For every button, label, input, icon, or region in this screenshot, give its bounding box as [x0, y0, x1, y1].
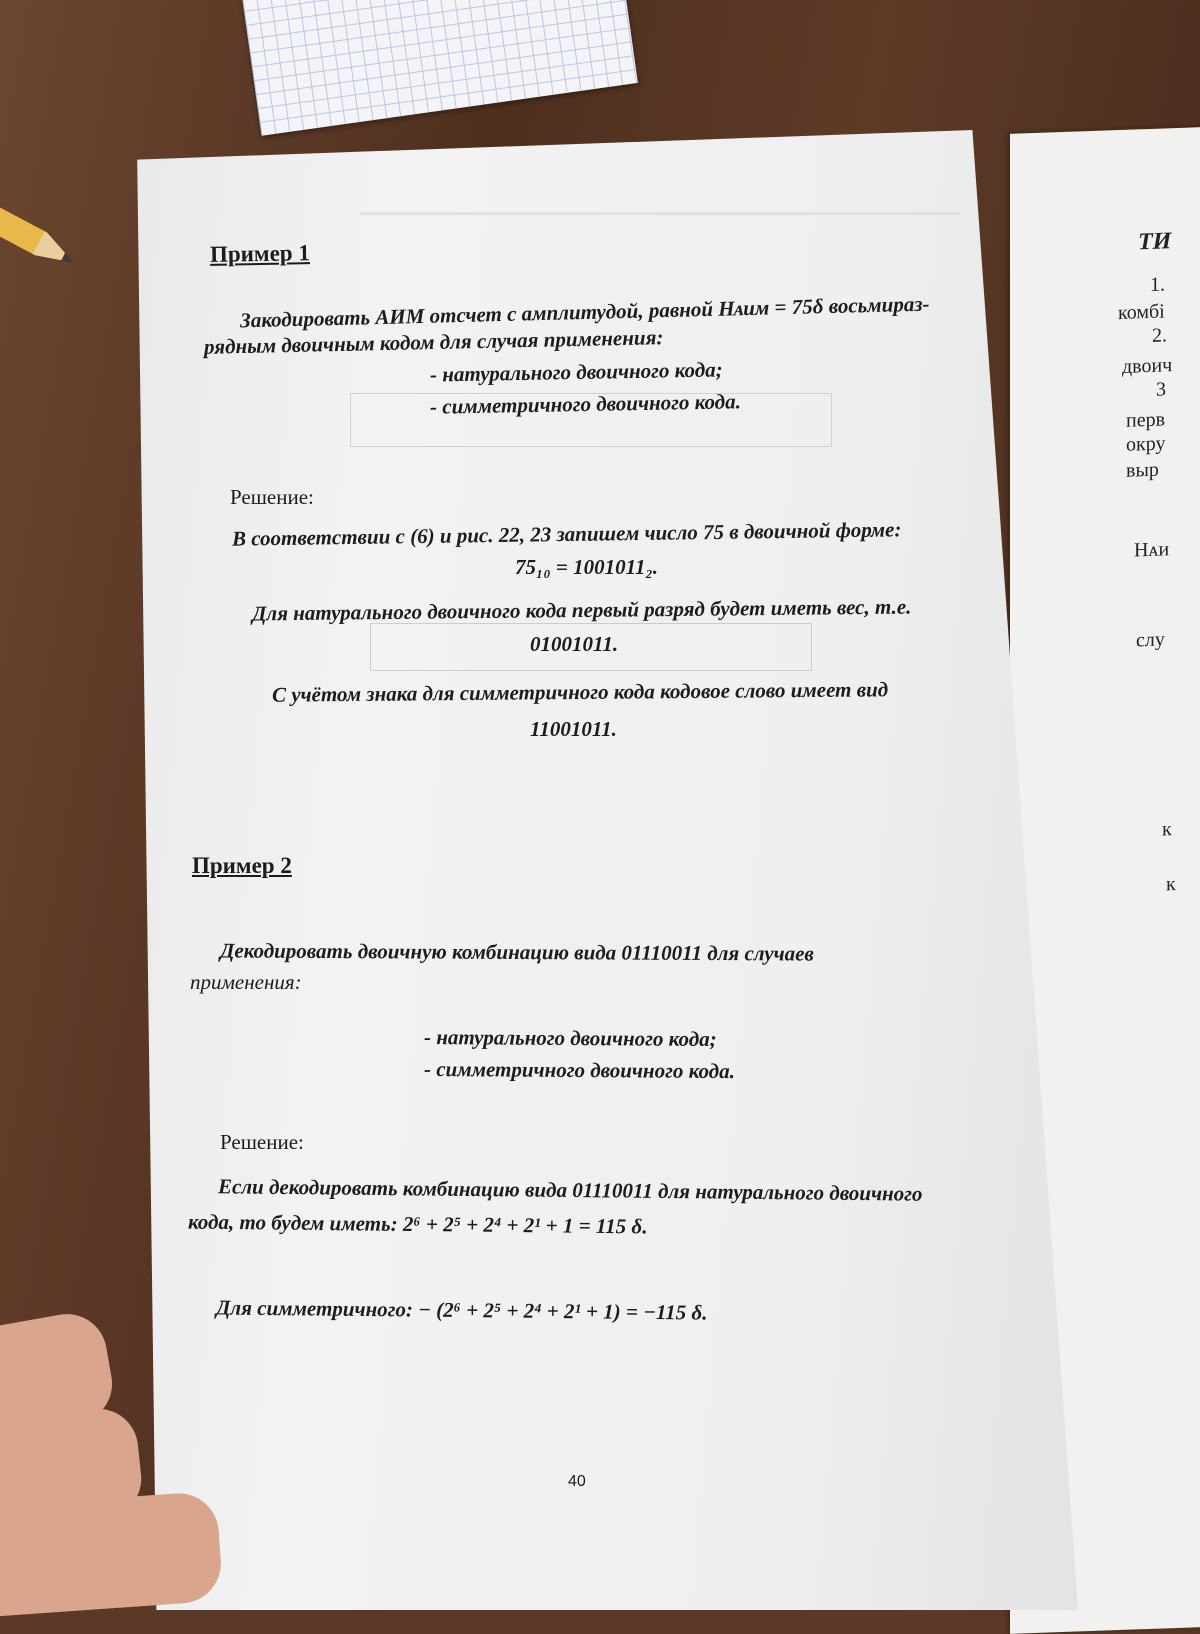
example-1-list-item: - натурального двоичного кода;: [429, 357, 723, 387]
page-number: 40: [568, 1473, 586, 1490]
example-1-list-item: - симметричного двоичного кода.: [429, 389, 742, 419]
facing-page-fragment: 1.: [1150, 273, 1165, 296]
example-2-list-item: - натурального двоичного кода;: [423, 1024, 717, 1052]
facing-page-fragment: окру: [1126, 432, 1166, 456]
symmetric-code-word: 11001011.: [530, 717, 617, 741]
decimal-binary-conversion: 75₁₀ = 1001011₂.: [515, 555, 659, 579]
example-2-task-line-2: применения:: [190, 970, 302, 994]
example-1-task-line-2: рядным двоичным кодом для случая применения:: [203, 325, 664, 359]
facing-page-fragment: к: [1166, 873, 1176, 896]
bleed-through-line: [360, 212, 960, 215]
example-2-natural-result: кода, то будем иметь: 2⁶ + 2⁵ + 2⁴ + 2¹ + 1 = 115 δ.: [187, 1209, 648, 1239]
example-2-solution-label: Решение:: [220, 1130, 304, 1154]
facing-page-fragment: 3: [1156, 378, 1166, 401]
example-1-heading: Пример 1: [209, 240, 311, 267]
example-1-solution-line: В соответствии с (6) и рис. 22, 23 запишем число 75 в двоичной форме:: [231, 517, 902, 551]
example-2-symmetric-result: Для симметричного: − (2⁶ + 2⁵ + 2⁴ + 2¹ + 1) = −115 δ.: [215, 1295, 708, 1325]
example-1-task-line-1: Закодировать АИМ отсчет с амплитудой, равной Hᴀим = 75δ восьмираз-: [239, 291, 930, 333]
facing-page-fragment: ТИ: [1138, 228, 1172, 256]
natural-code-text: Для натурального двоичного кода первый разряд будет иметь вес, т.е.: [251, 594, 912, 626]
facing-page-fragment: перв: [1126, 408, 1166, 432]
facing-page-fragment: Hᴀи: [1134, 538, 1170, 562]
facing-page-fragment: слу: [1136, 628, 1165, 652]
example-2-heading: Пример 2: [192, 853, 292, 878]
symmetric-code-text: С учётом знака для симметричного кода кодовое слово имеет вид: [271, 677, 889, 707]
natural-code-word: 01001011.: [530, 632, 619, 656]
example-2-solution-line: Если декодировать комбинацию вида 01110011 для натурального двоичного: [217, 1174, 923, 1206]
example-2-task-line-1: Декодировать двоичную комбинацию вида 01110011 для случаев: [219, 938, 814, 966]
facing-page-fragment: 2.: [1152, 324, 1167, 347]
facing-page-fragment: двоич: [1122, 354, 1173, 378]
facing-page-fragment: комбі: [1118, 300, 1165, 325]
facing-page-fragment: выр: [1126, 458, 1159, 482]
example-1-solution-label: Решение:: [230, 485, 314, 509]
example-2-list-item: - симметричного двоичного кода.: [423, 1056, 735, 1084]
facing-page-fragment: к: [1162, 818, 1172, 841]
